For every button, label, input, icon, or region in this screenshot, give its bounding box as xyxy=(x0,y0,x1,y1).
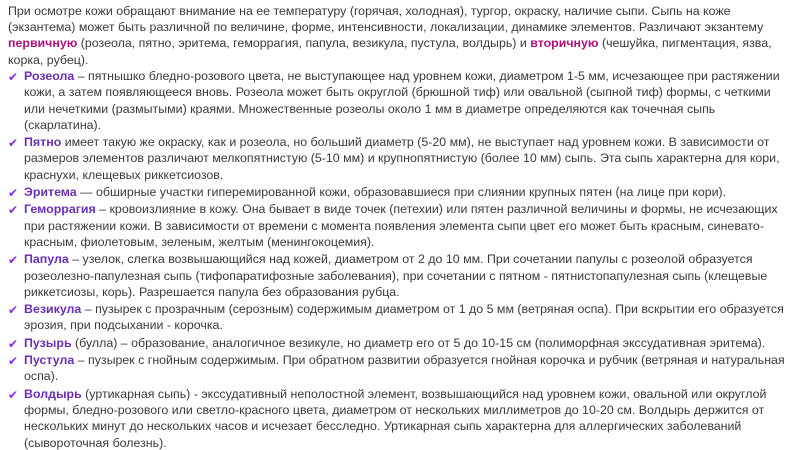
item-term: Розеола xyxy=(24,69,75,83)
list-item-spot xyxy=(8,134,794,183)
list-item-vesicle xyxy=(8,301,794,334)
item-text: – пузырек с гнойным содержимым. При обратном развитии образуется гнойная корочка и рубчик (ветряная и натуральная оспа). xyxy=(24,353,785,384)
item-term: Пятно xyxy=(24,135,62,150)
list-item-roseola xyxy=(8,68,794,133)
item-text: – пузырек с прозрачным (серозным) содержимым диаметром от 1 до 5 мм (ветряная оспа). При вскрытии его образуется эрозия, при подсыхании - корочка. xyxy=(24,302,784,333)
item-term: Геморрагия xyxy=(24,202,96,217)
item-term: Пузырь xyxy=(24,335,72,350)
checkmark-icon: ✔ xyxy=(8,303,19,318)
item-text: имеет такую же окраску, как и розеола, но больший диаметр (5-20 мм), не выступает над уровнем кожи. В зависимости от размеров элементов различают мелкопятнистую (5-10 мм) и крупнопятнистую (более 10 мм) сыпь. Эта сыпь характерна для кори, краснухи, клещевых риккетсиозов. xyxy=(24,135,780,182)
checkmark-icon: ✔ xyxy=(8,354,19,369)
checkmark-icon: ✔ xyxy=(8,203,19,218)
item-term: Папула xyxy=(24,252,69,267)
item-text: – кровоизлияние в кожу. Она бывает в виде точек (петехии) или пятен различной величины и формы, не исчезающих при растяжении кожи. В зависимости от времени с момента появления элемента сыпи цвет его может быть красным, синевато-красным, фиолетовым, зеленым, желтым (менингокоцемия). xyxy=(24,202,778,249)
list-item-pustule xyxy=(8,352,794,385)
checkmark-icon: ✔ xyxy=(8,186,19,201)
rash-elements-list xyxy=(8,68,794,450)
list-item-erythema xyxy=(8,184,794,200)
item-text: – узелок, слегка возвышающийся над кожей, диаметром от 2 до 10 мм. При сочетании папулы с розеолой образуется розеолезно-папулезная сыпь (тифопаратифозные заболевания), при сочетании с пятном - пятнистопапулезная сыпь (клещевые риккетсиозы, корь). Разрешается папула без образования рубца. xyxy=(24,252,768,299)
intro-paragraph xyxy=(8,3,794,68)
checkmark-icon: ✔ xyxy=(8,336,19,351)
checkmark-icon: ✔ xyxy=(8,70,19,84)
item-text: (булла) – образование, аналогичное везикуле, но диаметр его от 5 до 10-15 см (полиморфная экссудативная эритема). xyxy=(71,335,766,350)
item-text: – пятнышко бледно-розового цвета, не выступающее над уровнем кожи, диаметром 1-5 мм, исчезающее при растяжении кожи, а затем появляющееся вновь. Розеола может быть округлой (брюшной тиф) или овальной (сыпной тиф) формы, с четкими или нечеткими (размытыми) краями. Множественные розеолы около 1 мм в диаметре определяются как точечная сыпь (скарлатина). xyxy=(24,69,780,132)
checkmark-icon: ✔ xyxy=(8,136,19,151)
list-item-papule xyxy=(8,251,794,300)
item-text: (уртикарная сыпь) - экссудативный неполостной элемент, возвышающийся над уровнем кожи, овальной или округлой формы, бледно-розового или светло-красного цвета, диаметром от нескольких миллиметров до 10-20 см. Волдырь держится от нескольких минут до нескольких часов и исчезает бесследно. Уртикарная сыпь характерна для аллергических заболеваний (сывороточная болезнь). xyxy=(24,386,767,450)
item-term: Пустула xyxy=(24,353,75,368)
checkmark-icon: ✔ xyxy=(8,253,19,268)
item-term: Эритема xyxy=(24,185,77,200)
list-item-wheal xyxy=(8,386,794,450)
item-term: Волдырь xyxy=(24,386,82,401)
intro-text-2: (розеола, пятно, эритема, геморрагия, папула, везикула, пустула, волдырь) и xyxy=(77,36,531,51)
list-item-hemorrhage xyxy=(8,201,794,250)
item-text: — обширные участки гиперемированной кожи, образовавшиеся при слиянии крупных пятен (на лице при кори). xyxy=(76,185,727,200)
list-item-bulla xyxy=(8,335,794,351)
checkmark-icon: ✔ xyxy=(8,387,19,402)
intro-text-1: При осмотре кожи обращают внимание на ее температуру (горячая, холодная), тургор, окраску, наличие сыпи. Сыпь на коже (экзантема) может быть различной по величине, форме, интенсивности, локализации, динамике элементов. Различают экзантему xyxy=(8,4,764,35)
secondary-term: вторичную xyxy=(530,36,599,51)
primary-term: первичную xyxy=(8,36,78,51)
intro-text-3: (чешуйка, пигментация, язва, корка, рубец). xyxy=(8,36,772,67)
item-term: Везикула xyxy=(24,302,82,317)
